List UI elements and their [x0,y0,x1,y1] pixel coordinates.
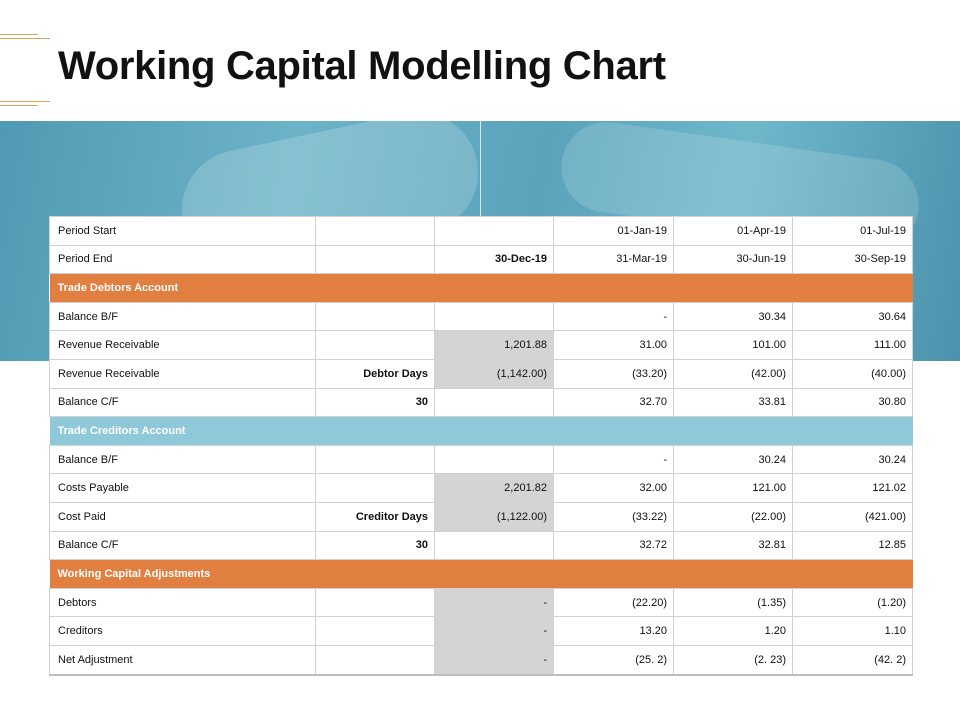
table-cell: 01-Jul-19 [793,217,913,246]
row-label: Net Adjustment [50,645,316,674]
table-cell: 121.00 [674,474,793,503]
table-cell: Debtor Days [316,359,435,388]
table-cell: 01-Jan-19 [554,217,674,246]
table-row-revenue-received [50,359,913,388]
table-cell: 31-Mar-19 [554,245,674,274]
table-cell: 30-Jun-19 [674,245,793,274]
table-cell: 30.24 [793,445,913,474]
table-cell: 12.85 [793,531,913,560]
table-cell: (42.00) [674,359,793,388]
table-cell-input: (1,122.00) [435,502,554,531]
table-cell-input: 1,201.88 [435,331,554,360]
table-cell-input: - [435,588,554,617]
table-cell: 1.10 [793,617,913,646]
table-cell: (22.00) [674,502,793,531]
table-row-creditors-balance-bf [50,445,913,474]
table-cell [316,331,435,360]
table-row-debtors-balance-cf [50,388,913,417]
table-cell: (33.22) [554,502,674,531]
table-cell [435,217,554,246]
row-label: Revenue Receivable [50,359,316,388]
table-cell-input: (1,142.00) [435,359,554,388]
table-cell: - [554,445,674,474]
table-cell [435,302,554,331]
row-label: Balance C/F [50,531,316,560]
table-cell: 30.64 [793,302,913,331]
table-row-costs-payable [50,474,913,503]
table-cell [316,617,435,646]
row-label: Balance B/F [50,302,316,331]
section-title: Trade Creditors Account [50,417,913,446]
table-cell: (2. 23) [674,645,793,674]
table-cell: (421.00) [793,502,913,531]
table-cell: 32.72 [554,531,674,560]
table-cell [316,445,435,474]
table-cell: (1.20) [793,588,913,617]
table-cell [435,531,554,560]
row-label: Balance B/F [50,445,316,474]
table-cell: (22.20) [554,588,674,617]
table-cell: 33.81 [674,388,793,417]
table-cell [435,388,554,417]
table-cell: 01-Apr-19 [674,217,793,246]
table-cell: 111.00 [793,331,913,360]
row-label: Cost Paid [50,502,316,531]
section-header-working-capital-adjustments [50,560,913,589]
working-capital-table [49,216,913,676]
table-cell: 30.80 [793,388,913,417]
table-row-period-end [50,245,913,274]
table-row-period-start [50,217,913,246]
table-cell: 30.34 [674,302,793,331]
row-label: Balance C/F [50,388,316,417]
table-row-adj-creditors [50,617,913,646]
decorative-line-bottom [0,101,50,102]
table-cell: 13.20 [554,617,674,646]
table-cell [435,445,554,474]
table-cell [316,302,435,331]
slide-title: Working Capital Modelling Chart [58,44,666,88]
section-header-trade-creditors [50,417,913,446]
decorative-line-bottom-2 [0,105,38,106]
table-cell: (42. 2) [793,645,913,674]
section-title: Trade Debtors Account [50,274,913,303]
row-label: Revenue Receivable [50,331,316,360]
table-cell [316,645,435,674]
table-cell: 30 [316,388,435,417]
table-row-cost-paid [50,502,913,531]
table-cell-input: - [435,617,554,646]
table-cell: 30-Dec-19 [435,245,554,274]
table-cell: 31.00 [554,331,674,360]
table-cell [316,245,435,274]
row-label: Period Start [50,217,316,246]
row-label: Period End [50,245,316,274]
table-cell: 1.20 [674,617,793,646]
table-cell: (40.00) [793,359,913,388]
table-cell: (33.20) [554,359,674,388]
table-cell [316,588,435,617]
table-cell: - [554,302,674,331]
table-cell: Creditor Days [316,502,435,531]
table-cell [316,474,435,503]
table-row-net-adjustment [50,645,913,674]
table-row-revenue-receivable [50,331,913,360]
decorative-line-top-2 [0,38,50,39]
section-header-trade-debtors [50,274,913,303]
table-cell: 121.02 [793,474,913,503]
table-cell-input: - [435,645,554,674]
table-cell: 32.00 [554,474,674,503]
table-cell [316,217,435,246]
table-cell: 101.00 [674,331,793,360]
table-row-creditors-balance-cf [50,531,913,560]
table-cell: 30.24 [674,445,793,474]
row-label: Costs Payable [50,474,316,503]
decorative-line-top [0,34,38,35]
row-label: Debtors [50,588,316,617]
section-title: Working Capital Adjustments [50,560,913,589]
table-cell: (25. 2) [554,645,674,674]
row-label: Creditors [50,617,316,646]
table-cell: 30 [316,531,435,560]
table-cell: 32.70 [554,388,674,417]
table-row-debtors-balance-bf [50,302,913,331]
table-cell-input: 2,201.82 [435,474,554,503]
table-cell: 32.81 [674,531,793,560]
table-row-adj-debtors [50,588,913,617]
table-cell: (1.35) [674,588,793,617]
table-cell: 30-Sep-19 [793,245,913,274]
